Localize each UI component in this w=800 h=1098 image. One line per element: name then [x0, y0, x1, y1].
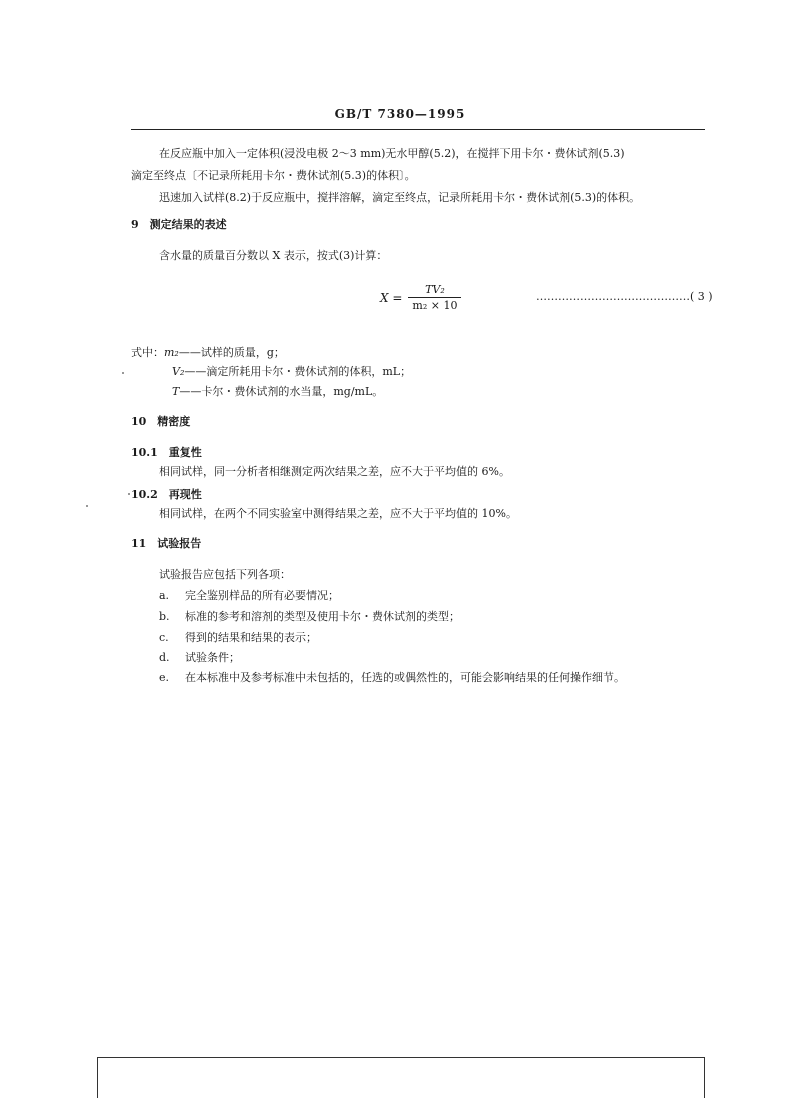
var-m2-desc: ——试样的质量，g；: [178, 346, 285, 359]
header-rule: [131, 129, 705, 130]
formula-numerator: TV₂: [425, 283, 445, 296]
scan-speck: [128, 493, 130, 495]
var-m2-symbol: m₂: [164, 346, 179, 359]
where-line-1: [131, 344, 285, 360]
bottom-frame: [97, 1057, 705, 1098]
list-item-text: 试验条件；: [185, 651, 240, 664]
section-10-2-heading: 10.2 再现性: [131, 488, 202, 501]
section-10-2-text: 相同试样，在两个不同实验室中测得结果之差，应不大于平均值的 10%。: [159, 507, 517, 520]
section-10-heading: 10 精密度: [131, 415, 191, 428]
section-10-1-heading: 10.1 重复性: [131, 446, 202, 459]
list-item-label: d.: [159, 651, 170, 664]
var-v2-desc: ——滴定所耗用卡尔・费休试剂的体积，mL；: [184, 365, 412, 378]
list-item: [159, 608, 460, 624]
list-item: [159, 587, 339, 603]
section-9-intro: 含水量的质量百分数以 X 表示，按式(3)计算：: [159, 249, 388, 262]
formula-number-line: [536, 290, 713, 303]
scan-speck: [86, 505, 88, 507]
list-item-label: b.: [159, 610, 170, 623]
section-10-1-text: 相同试样，同一分析者相继测定两次结果之差，应不大于平均值的 6%。: [159, 465, 510, 478]
formula-leader-dots: ……………………………………: [536, 290, 690, 303]
list-item-label: a.: [159, 589, 170, 602]
list-item-text: 得到的结果和结果的表示；: [185, 631, 317, 644]
procedure-para1-line1: 在反应瓶中加入一定体积(浸没电极 2～3 mm)无水甲醇(5.2)，在搅拌下用卡尔・费休试剂(5.3): [159, 147, 625, 160]
standard-code-header: GB/T 7380—1995: [334, 107, 466, 121]
section-11-intro: 试验报告应包括下列各项：: [159, 568, 291, 581]
where-prefix: 式中：: [131, 346, 164, 359]
list-item-text: 完全鉴别样品的所有必要情况；: [185, 589, 339, 602]
procedure-para2: 迅速加入试样(8.2)于反应瓶中，搅拌溶解，滴定至终点，记录所耗用卡尔・费休试剂(5.3)的体积。: [159, 191, 641, 204]
var-t-symbol: T: [172, 385, 180, 398]
formula-lhs: X =: [380, 290, 403, 305]
list-item-text: 标准的参考和溶剂的类型及使用卡尔・费休试剂的类型；: [185, 610, 460, 623]
where-line-3: [172, 383, 383, 399]
var-t-desc: ——卡尔・费休试剂的水当量，mg/mL。: [179, 385, 384, 398]
formula-number: ( 3 ): [690, 290, 713, 303]
procedure-para1-line2: 滴定至终点〔不记录所耗用卡尔・费休试剂(5.3)的体积〕。: [131, 169, 416, 182]
scan-speck: [122, 372, 124, 374]
section-9-heading: 9 测定结果的表述: [131, 218, 227, 231]
list-item: [159, 649, 240, 665]
list-item: [159, 669, 625, 685]
list-item-text: 在本标准中及参考标准中未包括的，任选的或偶然性的，可能会影响结果的任何操作细节。: [185, 671, 625, 684]
formula-denominator: m₂ × 10: [408, 297, 461, 312]
list-item-label: c.: [159, 631, 169, 644]
formula-fraction: [408, 283, 461, 312]
var-v2-symbol: V₂: [172, 365, 185, 378]
where-line-2: [172, 363, 411, 379]
list-item-label: e.: [159, 671, 170, 684]
list-item: [159, 629, 317, 645]
formula-3: [380, 283, 461, 312]
section-11-heading: 11 试验报告: [131, 537, 202, 550]
